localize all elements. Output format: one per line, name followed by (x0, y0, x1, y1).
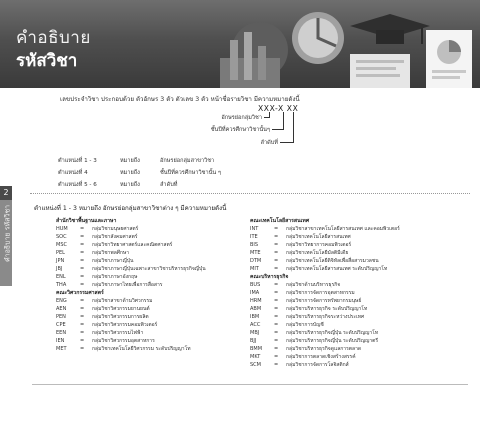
equals-sign: = (80, 322, 85, 328)
list-item (56, 313, 246, 321)
subject-description: กลุ่มวิชาการจัดการโลจิสติกส์ (286, 362, 349, 368)
subject-description: กลุ่มวิชาวิศวกรรมไฟฟ้า (92, 330, 144, 336)
equals-sign: = (80, 330, 85, 336)
equals-sign: = (80, 298, 85, 304)
group-heading: คณะวิศวกรรมศาสตร์ (56, 290, 104, 296)
equals-sign: = (274, 354, 279, 360)
subject-code: PEN (56, 314, 66, 320)
code-pattern: XXX-X XX (258, 104, 299, 113)
subject-description: กลุ่มวิชาวิศวกรรมคอมพิวเตอร์ (92, 322, 158, 328)
list-item (56, 249, 246, 257)
list-item (250, 305, 440, 313)
list-item (56, 225, 246, 233)
connector-1-v (269, 112, 270, 117)
subject-description: กลุ่มวิชาภาษาอังกฤษ (92, 274, 138, 280)
list-item (56, 233, 246, 241)
equals-sign: = (274, 242, 279, 248)
subject-description: กลุ่มวิชาด้านบริหารธุรกิจ (286, 282, 341, 288)
intro-text: เลขประจำวิชา ประกอบด้วย ตัวอักษร 3 ตัว ตัวเลข 3 ตัว หน้าชื่อรายวิชา มีความหมายดังนี้ (60, 96, 300, 103)
equals-sign: = (80, 242, 85, 248)
subject-code: MET (56, 346, 67, 352)
list-item (250, 265, 440, 273)
equals-sign: = (274, 258, 279, 264)
pos-3-label: ตำแหน่งที่ 5 - 6 (58, 182, 97, 188)
subject-description: กลุ่มวิชาวิทยาการคอมพิวเตอร์ (286, 242, 352, 248)
left-column (56, 217, 246, 353)
list-item (56, 305, 246, 313)
list-item (250, 289, 440, 297)
equals-sign: = (80, 282, 85, 288)
connector-1-h (264, 117, 270, 118)
list-item (56, 265, 246, 273)
subject-code: HRM (250, 298, 262, 304)
list-item (56, 345, 246, 353)
subject-description: กลุ่มวิชามนุษยศาสตร์ (92, 226, 139, 232)
equals-sign: = (80, 306, 85, 312)
subject-code: JPN (56, 258, 65, 264)
subject-description: กลุ่มวิชาบริหารธุรกิจญี่ปุ่น ระดับปริญญาโท (286, 330, 379, 336)
list-item (250, 313, 440, 321)
connector-3-v (293, 112, 294, 142)
subject-code: SCM (250, 362, 261, 368)
subject-description: กลุ่มวิชาวิศวกรรมการผลิต (92, 314, 149, 320)
equals-sign: = (274, 306, 279, 312)
group-heading: คณะเทคโนโลยีสารสนเทศ (250, 218, 310, 224)
pos-3-mean: หมายถึง (120, 182, 140, 188)
subject-description: กลุ่มวิชาบริหารธุรกิจดูแลการตลาด (286, 346, 362, 352)
header-subtitle: รหัสวิชา (16, 51, 78, 71)
subject-code: MTE (250, 250, 261, 256)
pos-2-desc: ชั้นปีที่ควรศึกษาวิชานั้น ๆ (160, 170, 222, 176)
subject-description: กลุ่มวิชาภาษาญี่ปุ่นเฉพาะสาขาวิชาบริหารธุรกิจญี่ปุ่น (92, 266, 206, 272)
equals-sign: = (80, 250, 85, 256)
subject-code: IMA (250, 290, 260, 296)
subject-code: INT (250, 226, 259, 232)
subject-code: ENG (56, 298, 67, 304)
right-column (250, 217, 440, 369)
pos-1-desc: อักษรย่อกลุ่มสาขาวิชา (160, 158, 215, 164)
equals-sign: = (274, 234, 279, 240)
subject-description: กลุ่มวิชาสังคมศาสตร์ (92, 234, 138, 240)
subject-description: กลุ่มวิชาเทคโนโลยีมัลติมีเดีย (286, 250, 349, 256)
subject-code: ENL (56, 274, 66, 280)
subject-description: กลุ่มวิชาเทคโนโลยีดิจิทัลเพื่อสื่อสารมวลชน (286, 258, 379, 264)
list-item (56, 281, 246, 289)
subject-description: กลุ่มวิชาการจัดการทรัพยากรมนุษย์ (286, 298, 362, 304)
list-item (250, 249, 440, 257)
subject-code: EEN (56, 330, 67, 336)
subject-code: HUM (56, 226, 68, 232)
header-banner (0, 0, 480, 88)
subject-description: กลุ่มวิชาเทคโนโลยีสารสนเทศ ระดับปริญญาโท (286, 266, 388, 272)
list-item (250, 361, 440, 369)
subject-code: BIS (250, 242, 259, 248)
subject-description: กลุ่มวิชาเทคโนโลยีวิศวกรรม ระดับปริญญาโท (92, 346, 191, 352)
subject-code: CPE (56, 322, 66, 328)
header-title: คำอธิบาย (16, 28, 91, 48)
subject-code: MSC (56, 242, 67, 248)
group-heading: คณะบริหารธุรกิจ (250, 274, 289, 280)
group-heading: สำนักวิชาพื้นฐานและภาษา (56, 218, 117, 224)
subject-code: PEL (56, 250, 65, 256)
equals-sign: = (274, 330, 279, 336)
callout-year: ชั้นปีที่ควรศึกษาวิชานั้นๆ (210, 127, 270, 133)
subject-code: AEN (56, 306, 67, 312)
page-number: 2 (0, 186, 12, 200)
subject-description: กลุ่มวิชาการจัดการอุตสาหกรรม (286, 290, 355, 296)
subject-code: IBM (250, 314, 260, 320)
connector-2-v (283, 112, 284, 129)
subject-description: กลุ่มวิชาภาษาญี่ปุ่น (92, 258, 134, 264)
equals-sign: = (274, 250, 279, 256)
connector-3-h (280, 142, 294, 143)
pos-2-mean: หมายถึง (120, 170, 140, 176)
subject-description: กลุ่มวิชาวิศวกรรมอุตสาหการ (92, 338, 155, 344)
equals-sign: = (80, 266, 85, 272)
section-intro: ตำแหน่งที่ 1 - 3 หมายถึง อักษรย่อกลุ่มสาขาวิชาต่าง ๆ มีความหมายดังนี้ (34, 205, 227, 212)
callout-prefix: อักษรย่อกลุ่มวิชา (221, 115, 262, 121)
equals-sign: = (274, 266, 279, 272)
list-item (250, 337, 440, 345)
subject-description: กลุ่มวิชาวิศวกรรมยานยนต์ (92, 306, 150, 312)
equals-sign: = (80, 274, 85, 280)
list-item (250, 241, 440, 249)
pos-2-label: ตำแหน่งที่ 4 (58, 170, 88, 176)
subject-description: กลุ่มวิชาภาษาไทยเพื่อการสื่อสาร (92, 282, 163, 288)
equals-sign: = (274, 226, 279, 232)
subject-description: กลุ่มวิชาการตลาดเชิงสร้างสรรค์ (286, 354, 356, 360)
subject-description: กลุ่มวิชาวิทยาศาสตร์และคณิตศาสตร์ (92, 242, 173, 248)
divider (30, 193, 470, 194)
subject-code: BMM (250, 346, 263, 352)
equals-sign: = (80, 226, 85, 232)
subject-code: DTM (250, 258, 262, 264)
subject-description: กลุ่มวิชาการบัญชี (286, 322, 324, 328)
subject-description: กลุ่มวิชาสาขาเทคโนโลยีสารสนเทศ และคอมพิวเตอร์ (286, 226, 400, 232)
list-item (56, 297, 246, 305)
equals-sign: = (274, 298, 279, 304)
subject-code: ABM (250, 306, 262, 312)
equals-sign: = (274, 290, 279, 296)
subject-description: กลุ่มวิชาพลศึกษา (92, 250, 130, 256)
list-item (250, 257, 440, 265)
list-item (250, 281, 440, 289)
subject-code: SOC (56, 234, 67, 240)
list-item (250, 353, 440, 361)
equals-sign: = (274, 362, 279, 368)
list-item (250, 233, 440, 241)
pos-1-label: ตำแหน่งที่ 1 - 3 (58, 158, 97, 164)
list-item (250, 329, 440, 337)
equals-sign: = (80, 258, 85, 264)
equals-sign: = (274, 338, 279, 344)
equals-sign: = (274, 282, 279, 288)
subject-description: กลุ่มวิชาสาขาด้านวิศวกรรม (92, 298, 153, 304)
subject-code: MBJ (250, 330, 260, 336)
equals-sign: = (274, 322, 279, 328)
equals-sign: = (274, 346, 279, 352)
pos-1-mean: หมายถึง (120, 158, 140, 164)
list-item (56, 329, 246, 337)
subject-code: THA (56, 282, 67, 288)
connector-2-h (272, 129, 284, 130)
list-item (250, 297, 440, 305)
list-item (56, 241, 246, 249)
subject-description: กลุ่มวิชาบริหารธุรกิจระหว่างประเทศ (286, 314, 365, 320)
subject-code: JBJ (56, 266, 63, 272)
subject-code: IEN (56, 338, 65, 344)
subject-code: BUS (250, 282, 261, 288)
list-item (56, 321, 246, 329)
subject-code: ACC (250, 322, 261, 328)
subject-code: ITE (250, 234, 258, 240)
subject-description: กลุ่มวิชาบริหารธุรกิจญี่ปุ่น ระดับปริญญาตรี (286, 338, 379, 344)
list-item (56, 273, 246, 281)
subject-code: BJJ (250, 338, 257, 344)
list-item (56, 257, 246, 265)
side-label: คำอธิบาย รหัสวิชา (3, 204, 12, 263)
equals-sign: = (80, 234, 85, 240)
equals-sign: = (80, 338, 85, 344)
list-item (250, 225, 440, 233)
list-item (56, 337, 246, 345)
subject-code: MIT (250, 266, 259, 272)
subject-description: กลุ่มวิชาเทคโนโลยีสารสนเทศ (286, 234, 351, 240)
bottom-rule (32, 384, 468, 385)
equals-sign: = (274, 314, 279, 320)
list-item (250, 345, 440, 353)
list-item (250, 321, 440, 329)
pos-3-desc: ลำดับที่ (160, 182, 178, 188)
callout-order: ลำดับที่ (260, 140, 278, 146)
subject-description: กลุ่มวิชาบริหารธุรกิจ ระดับปริญญาโท (286, 306, 368, 312)
equals-sign: = (80, 346, 85, 352)
subject-code: MKT (250, 354, 261, 360)
equals-sign: = (80, 314, 85, 320)
education-illustration (200, 0, 480, 88)
